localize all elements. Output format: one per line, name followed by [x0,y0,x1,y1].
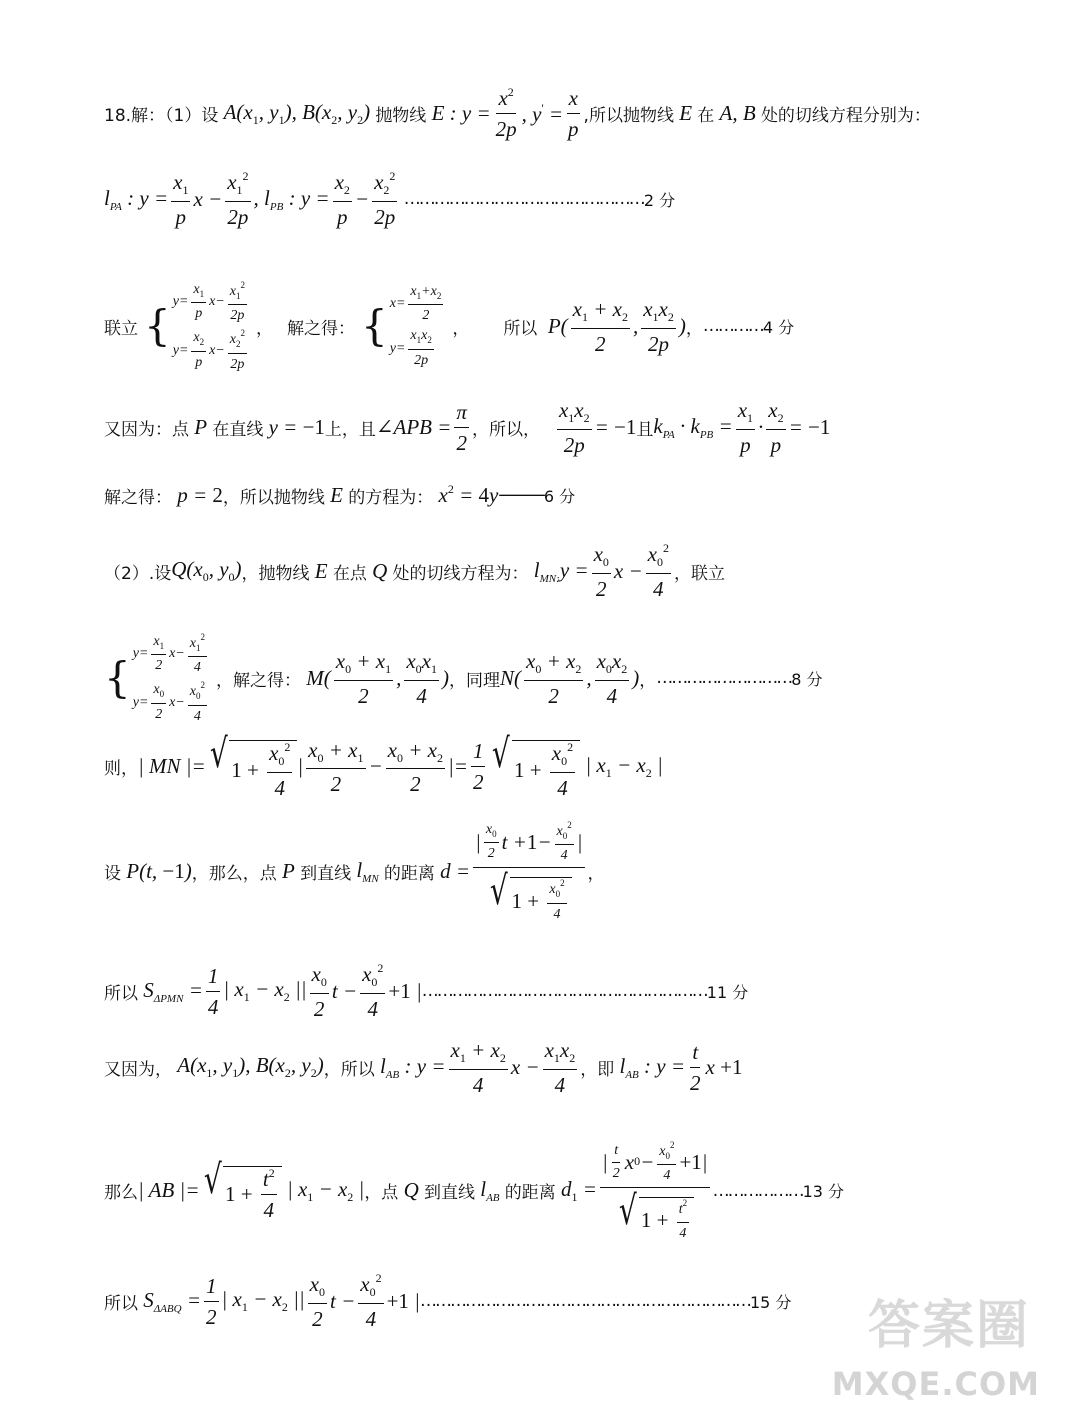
text-she-p: 设 [104,863,121,884]
math-kpa-kpb: $k_{PA} \cdot k_{PB}$ = [653,413,733,441]
text-youyinwei: 又因为：点 [104,419,189,440]
score-6: 6 分 [543,486,576,506]
math-close-n: ) [632,665,640,690]
score-13: 13 分 [802,1182,845,1202]
math-close-paren: ) [678,313,686,338]
score-4: 4 分 [762,317,795,337]
fraction-p-x: $\frac{x_1 + x_2}{2}$ [572,296,628,356]
math-d-eq: d = [434,858,471,883]
text-tangent-eqs: 处的切线方程分别为： [760,106,931,127]
text-comma-5: ， [587,863,605,884]
solution-line-8 [104,731,663,800]
math-mn-abs: | MN |= [138,754,206,779]
equation-system-2: { y= $\frac{x_1}{2}$ x− $\frac{x_1^2}{4}$ y= $\frac{x_0}{2}$ x− $\frac{x_0^2}{4}$ [104,632,206,724]
score-dots-15: ………………………………………………………… [419,1291,750,1312]
fraction-x-over-p: $\frac{x}{p}$ [568,86,579,142]
math-e: E [673,101,698,126]
math-d1-eq: $d_1$ = [555,1176,597,1204]
math-q-2: Q [398,1178,424,1203]
text-suoyi: 所以 [503,318,538,339]
text-at: 在 [697,106,715,127]
text-jiezhide-3: ，解之得： [216,670,302,691]
equation-system-1: { y= $\frac{x_1}{p}$ x− $\frac{x_1^2}{2p}$ y= $\frac{x_2}{p}$ x− $\frac{x_2^2}{2p}$ [144,280,246,372]
text-comma-4: ， [639,670,657,691]
math-parabola-eq: E : y = [426,101,491,126]
text-shang-qie: 上，且 [324,419,376,440]
text-parabola: 抛物线 [375,106,427,127]
solution-line-2 [104,170,675,229]
math-ab: A, B [714,101,761,126]
math-p-point: P( [537,313,568,338]
fraction-half-2: $\frac{1}{2}$ [206,1273,217,1329]
fraction-x0-2-b: $\frac{x_0}{2}$ [311,962,327,1021]
math-close-m: ) [442,665,449,690]
math-s-abq: $S_{\Delta ABQ}$ = [138,1287,202,1315]
fraction-distance-d1: | $\frac{t}{2}$ x 0 − $\frac{x_0^2}{4}$ +1 | √ 1 + $\frac{t^2}{4}$ [601,1140,708,1241]
math-abs-x1x2: | $x_1 - x_2$ || [223,977,307,1005]
text-tangent-at-q: 处的切线方程为： [392,563,529,584]
math-p: P [189,414,213,439]
math-abs-x1x2-3: | $x_1 - x_2$ || [221,1287,305,1315]
math-eq-neg1: = −1 [594,414,637,439]
sqrt-1: √ 1 + $\frac{x_0^2}{4}$ [206,734,298,800]
fraction-mn-1: $\frac{x_0 + x_1}{2}$ [308,737,364,797]
score-dots-4: ………… [702,316,763,337]
fraction-x0sq-4: $\frac{x_0^2}{4}$ [647,541,669,601]
text-comma: ， [256,318,274,339]
text-namo: ，那么，点 [191,863,277,884]
solution-line-4 [104,398,830,457]
solution-line-6 [104,542,725,601]
fraction-pi-2: $\frac{\pi}{2}$ [456,399,467,455]
math-dot: · [758,414,764,439]
watermark-top-text: 答案圈 [867,1296,1030,1356]
fraction-half: $\frac{1}{2}$ [472,739,484,795]
text-suoyi-comma: ，所以， [471,419,540,440]
score-2: 2 分 [643,190,676,210]
equation-system-solution: { x= $\frac{x_1+x_2}{2}$ y= $\frac{x_1x_2}{2p}$ [361,284,442,368]
math-lab-3: $l_{AB}$ [474,1177,500,1205]
text-namo-ab: 那么 [104,1183,138,1204]
math-lpb: , $l_{PB}$ : y = [253,185,330,213]
solution-line-7 [104,632,823,725]
fraction-x0-2: $\frac{x_0}{2}$ [593,542,609,601]
sqrt-2: √ 1 + $\frac{x_0^2}{4}$ [488,734,580,800]
text-equation-is: 的方程为： [348,487,434,508]
fraction-x1-p: $\frac{x_1}{p}$ [173,170,189,229]
text-so-parabola-2: ，所以抛物线 [222,487,325,508]
text-comma-3: ， [685,318,703,339]
text-tongli: ，同理 [449,670,500,691]
math-x1-x2-abs: | $x_1 - x_2$ | [580,752,663,780]
fraction-x0-2-c: $\frac{x_0}{2}$ [309,1272,325,1331]
text-youyinwei-2: 又因为， [104,1059,172,1080]
score-dots-11: ………………………………………………… [421,981,707,1002]
fraction-n-y: $\frac{x_0x_2}{4}$ [596,648,628,708]
math-points-ab-2: $A(x_1$, $y_1$), $B(x_2$, $y_2$) [172,1053,324,1081]
fraction-x2-p: $\frac{x_2}{p}$ [334,170,350,229]
text-lianli: 联立 [104,318,138,339]
fraction-n-x: $\frac{x_0 + x_2}{2}$ [526,648,582,708]
text-distance: 的距离 [383,863,435,884]
solution-line-10 [104,962,748,1021]
math-q: Q [366,558,393,583]
text-lianli-2: ，联立 [673,563,725,584]
fraction-x1x2-2p: $\frac{x_1x_2}{2p}$ [558,398,590,457]
score-dots-13: ……………… [712,1180,803,1201]
math-x-minus-2: x − [613,558,643,583]
score-15: 15 分 [749,1292,792,1312]
fraction-distance-d: | $\frac{x_0}{2}$ t + 1 − $\frac{x_0^2}{4}$ | √ 1 + $\frac{x_0^2}{4}$ [475,820,583,922]
text-dian-q: ，点 [364,1183,399,1204]
text-ze: 则， [104,759,138,780]
math-derivative: , y' = [521,100,564,126]
fraction-mn-2: $\frac{x_0 + x_2}{2}$ [387,737,443,797]
math-p-2: P [276,858,301,883]
text-so-parabola: ,所以抛物线 [583,106,674,127]
math-lab: $l_{AB}$ : y = [374,1053,446,1081]
math-minus-2: − [368,754,383,779]
text-to-line-2: 到直线 [423,1183,475,1204]
fraction-x0sq-4-b: $\frac{x_0^2}{4}$ [362,961,384,1021]
fraction-x1sq-2p: $\frac{x_1^2}{2p}$ [227,169,249,229]
text-qie: 且 [636,419,654,440]
math-eq-neg1-b: = −1 [788,414,831,439]
solution-line-11 [104,1038,742,1097]
solution-line-9 [104,820,605,923]
math-t-minus: t − [331,978,358,1003]
math-points-ab: $A(x_1$, $y_1$), $B(x_2$, $y_2$) [218,99,376,127]
sqrt-3: √ 1 + $\frac{t^2}{4}$ [200,1160,282,1222]
math-comma-n: , [586,665,592,690]
math-p-eq-2: p = 2 [172,482,223,507]
math-e-3: E [309,558,333,583]
text-part2-parabola: ，抛物线 [241,563,310,584]
math-lpa: $l_{PA}$ : y = [104,185,169,213]
math-comma: , [632,313,639,338]
text-suoyi-lab: ，所以 [323,1059,375,1080]
math-lmn: $l_{MN:}y$ = [528,557,589,585]
fraction-x2-over-2p: $\frac{x^2}{2p}$ [495,85,517,142]
math-m-point: M( [301,665,331,690]
fraction-x0sq-4-c: $\frac{x_0^2}{4}$ [360,1271,382,1331]
watermark-bottom-text: MXQE.COM [831,1365,1040,1403]
fraction-t-2: $\frac{t}{2}$ [690,1039,701,1095]
solution-line-12 [104,1140,844,1242]
watermark-logo [831,1283,1040,1403]
solution-line-3 [104,280,794,373]
solution-line-13 [104,1272,791,1331]
text-ji: ，即 [580,1059,615,1080]
math-p-t: P(t, −1) [121,858,192,883]
math-lmn-2: $l_{MN}$ [351,857,379,885]
solution-line-5 [104,482,575,508]
text-at-point: 在点 [332,563,367,584]
fraction-x2-p-2: $\frac{x_2}{p}$ [768,398,784,457]
score-dashes-6: ----------- [498,485,544,505]
math-x-minus-3: x − [510,1054,540,1079]
math-x-plus-1: x +1 [705,1054,743,1079]
math-minus: − [354,186,370,211]
math-t-minus-2: t − [329,1288,356,1313]
fraction-lab-2: $\frac{x_1x_2}{4}$ [544,1038,576,1097]
score-11: 11 分 [706,982,749,1002]
math-comma-m: , [396,665,402,690]
math-plus-1-abs-2: +1 | [386,1288,420,1313]
part2-label: （2）.设 [104,563,172,584]
fraction-quarter: $\frac{1}{4}$ [207,963,219,1019]
math-lab-2: $l_{AB}$ : y = [614,1053,686,1081]
fraction-x2sq-2p: $\frac{x_2^2}{2p}$ [374,169,396,229]
math-e-2: E [324,482,349,507]
score-dots-8: ……………………… [656,668,792,689]
fraction-m-y: $\frac{x_0x_1}{4}$ [406,648,437,708]
fraction-p-y: $\frac{x_1x_2}{2p}$ [643,296,674,356]
score-8: 8 分 [791,669,823,689]
math-abs-eq: |= [448,754,468,779]
fraction-x1-p-2: $\frac{x_1}{p}$ [737,398,754,457]
math-abs-open: | [297,754,304,779]
text-distance-2: 的距离 [504,1183,556,1204]
text-on-line: 在直线 [212,419,264,440]
math-final-eq: $x^2 = 4y$ [433,482,499,507]
fraction-m-x: $\frac{x_0 + x_1}{2}$ [335,648,392,708]
solution-line-1 [104,86,931,141]
text-suoyi-s: 所以 [104,983,138,1004]
math-y-eq-neg1: y = −1 [263,414,325,439]
text-jiezhide-2: 解之得： [104,487,172,508]
math-plus-1-abs: +1 | [388,978,422,1003]
text-jiezhide: 解之得： [287,318,356,339]
math-abs-x1x2-2: | $x_1 - x_2$ | [281,1176,365,1204]
math-ab-abs: | AB |= [138,1178,200,1203]
math-n-point: N( [500,665,521,690]
math-angle: ∠APB = [375,414,452,439]
score-dots: ………………………………………… [400,189,644,210]
math-q-point: $Q(x_0$, $y_0$) [171,557,242,585]
text-to-line: 到直线 [300,863,352,884]
text-comma-2: ， [452,318,470,339]
math-s-pmn: $S_{\Delta PMN}$ = [138,977,203,1005]
math-x-minus: x − [193,186,223,211]
problem-number-label: 18.解：（1）设 [104,106,219,127]
fraction-lab-1: $\frac{x_1 + x_2}{4}$ [450,1038,506,1097]
text-suoyi-s2: 所以 [104,1293,138,1314]
